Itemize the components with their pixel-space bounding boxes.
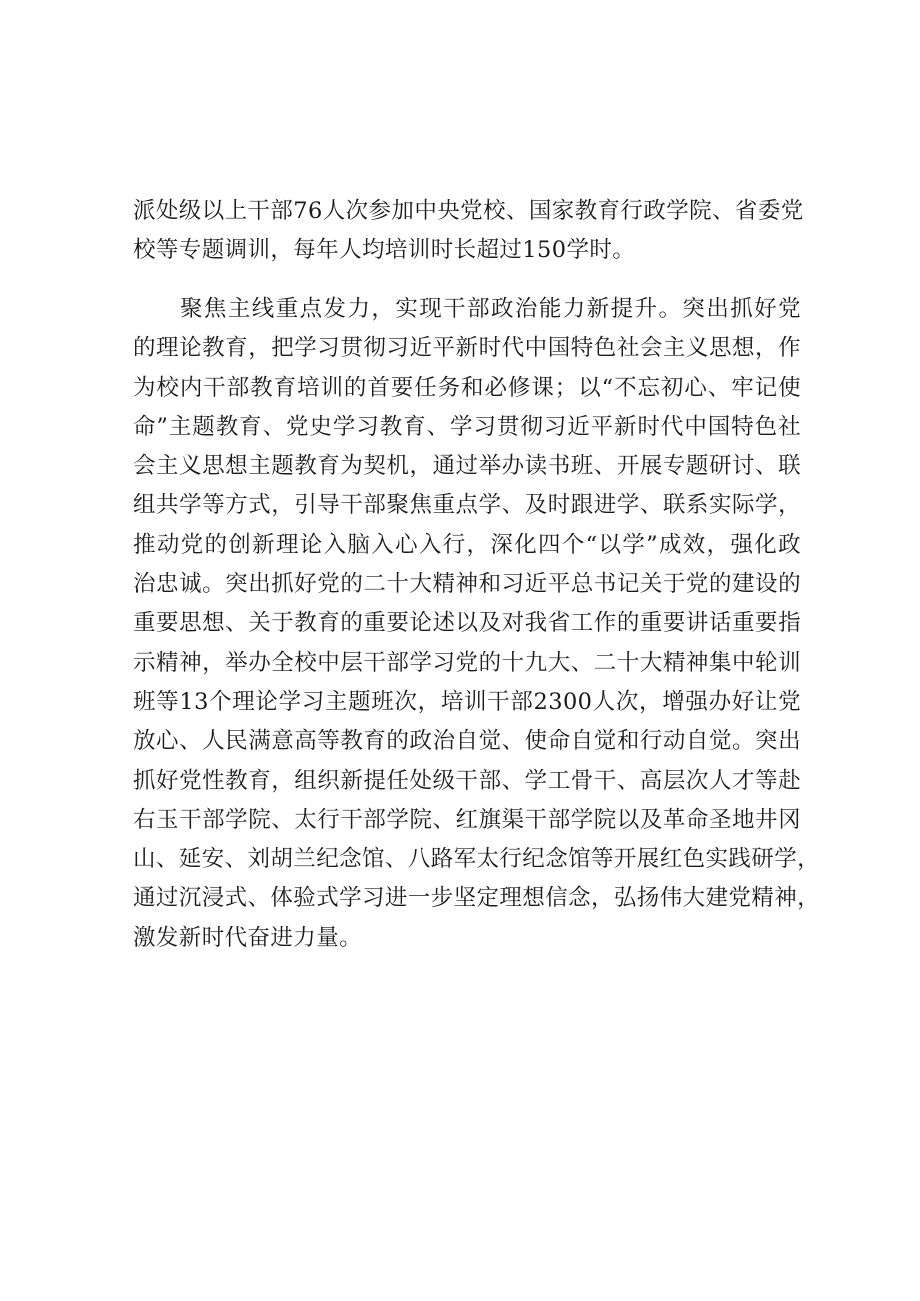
paragraph-line: 会主义思想主题教育为契机，通过举办读书班、开展专题研讨、联	[133, 453, 801, 480]
paragraph-line: 示精神，举办全校中层干部学习党的十九大、二十大精神集中轮训	[133, 649, 801, 676]
paragraph-line: 的理论教育，把学习贯彻习近平新时代中国特色社会主义思想，作	[133, 335, 801, 362]
paragraph-line: 推动党的创新理论入脑入心入行，深化四个“以学”成效，强化政	[133, 531, 801, 558]
paragraph-line: 重要思想、关于教育的重要论述以及对我省工作的重要讲话重要指	[133, 610, 801, 637]
paragraph-line: 为校内干部教育培训的首要任务和必修课；以“不忘初心、牢记使	[133, 374, 801, 401]
paragraph-line: 抓好党性教育，组织新提任处级干部、学工骨干、高层次人才等赴	[133, 767, 801, 794]
paragraph-line: 校等专题调训，每年人均培训时长超过150学时。	[133, 237, 636, 264]
paragraph-line: 右玉干部学院、太行干部学院、红旗渠干部学院以及革命圣地井冈	[133, 806, 801, 833]
paragraph-line: 放心、人民满意高等教育的政治自觉、使命自觉和行动自觉。突出	[133, 728, 801, 755]
paragraph-line: 激发新时代奋进力量。	[133, 924, 363, 951]
paragraph-line: 派处级以上干部76人次参加中央党校、国家教育行政学院、省委党	[133, 198, 804, 224]
paragraph-line: 班等13个理论学习主题班次，培训干部2300人次，增强办好让党	[133, 688, 801, 715]
paragraph-line: 通过沉浸式、体验式学习进一步坚定理想信念，弘扬伟大建党精神，	[133, 885, 821, 912]
paragraph-line: 命”主题教育、党史学习教育、学习贯彻习近平新时代中国特色社	[133, 413, 801, 440]
paragraph-line: 治忠诚。突出抓好党的二十大精神和习近平总书记关于党的建设的	[133, 571, 801, 598]
paragraph-line: 聚焦主线重点发力，实现干部政治能力新提升。突出抓好党	[180, 296, 801, 322]
paragraph-2	[133, 290, 821, 958]
paragraph-1	[133, 192, 804, 271]
paragraph-line: 组共学等方式，引导干部聚焦重点学、及时跟进学、联系实际学，	[133, 492, 801, 519]
paragraph-line: 山、延安、刘胡兰纪念馆、八路军太行纪念馆等开展红色实践研学，	[133, 846, 821, 873]
